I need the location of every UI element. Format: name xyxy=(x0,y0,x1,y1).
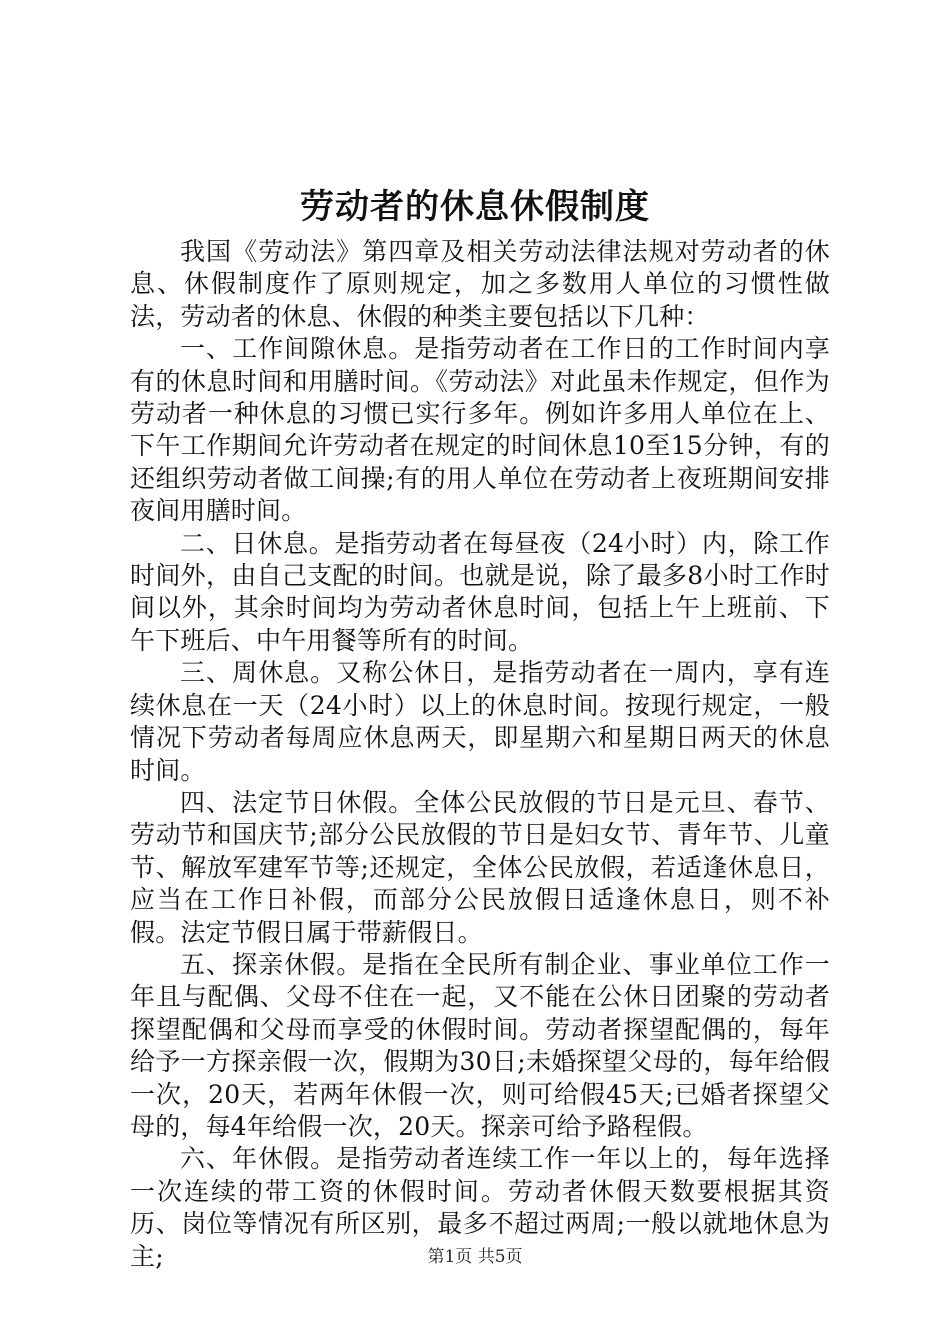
document-body xyxy=(130,236,830,1273)
paragraph-daily-rest: 二、日休息。是指劳动者在每昼夜（24小时）内，除工作时间外，由自己支配的时间。也就是说，除了最多8小时工作时间以外，其余时间均为劳动者休息时间，包括上午上班前、下午下班后、中午用餐等所有的时间。 xyxy=(130,528,830,655)
paragraph-annual-leave: 六、年休假。是指劳动者连续工作一年以上的，每年选择一次连续的带工资的休假时间。劳动者休假天数要根据其资历、岗位等情况有所区别，最多不超过两周;一般以就地休息为主; xyxy=(130,1144,830,1271)
page-number-footer: 第1页 共5页 xyxy=(427,1247,523,1267)
paragraph-intro: 我国《劳动法》第四章及相关劳动法律法规对劳动者的休息、休假制度作了原则规定，加之多数用人单位的习惯性做法，劳动者的休息、休假的种类主要包括以下几种： xyxy=(130,237,830,331)
paragraph-family-visit-leave: 五、探亲休假。是指在全民所有制企业、事业单位工作一年且与配偶、父母不住在一起，又不能在公休日团聚的劳动者探望配偶和父母而享受的休假时间。劳动者探望配偶的，每年给予一方探亲假一次，假期为30日;未婚探望父母的，每年给假一次，20天，若两年休假一次，则可给假45天;已婚者探望父母的，每4年给假一次，20天。探亲可给予路程假。 xyxy=(130,949,830,1141)
document-title: 劳动者的休息休假制度 xyxy=(300,187,650,227)
paragraph-work-break: 一、工作间隙休息。是指劳动者在工作日的工作时间内享有的休息时间和用膳时间。《劳动法》对此虽未作规定，但作为劳动者一种休息的习惯已实行多年。例如许多用人单位在上、下午工作期间允许劳动者在规定的时间休息10至15分钟，有的还组织劳动者做工间操;有的用人单位在劳动者上夜班期间安排夜间用膳时间。 xyxy=(130,334,830,526)
paragraph-statutory-holidays: 四、法定节日休假。全体公民放假的节日是元旦、春节、劳动节和国庆节;部分公民放假的节日是妇女节、青年节、儿童节、解放军建军节等;还规定，全体公民放假，若适逢休息日，应当在工作日补假，而部分公民放假日适逢休息日，则不补假。法定节假日属于带薪假日。 xyxy=(130,787,830,947)
paragraph-weekly-rest: 三、周休息。又称公休日，是指劳动者在一周内，享有连续休息在一天（24小时）以上的休息时间。按现行规定，一般情况下劳动者每周应休息两天，即星期六和星期日两天的休息时间。 xyxy=(130,658,830,785)
